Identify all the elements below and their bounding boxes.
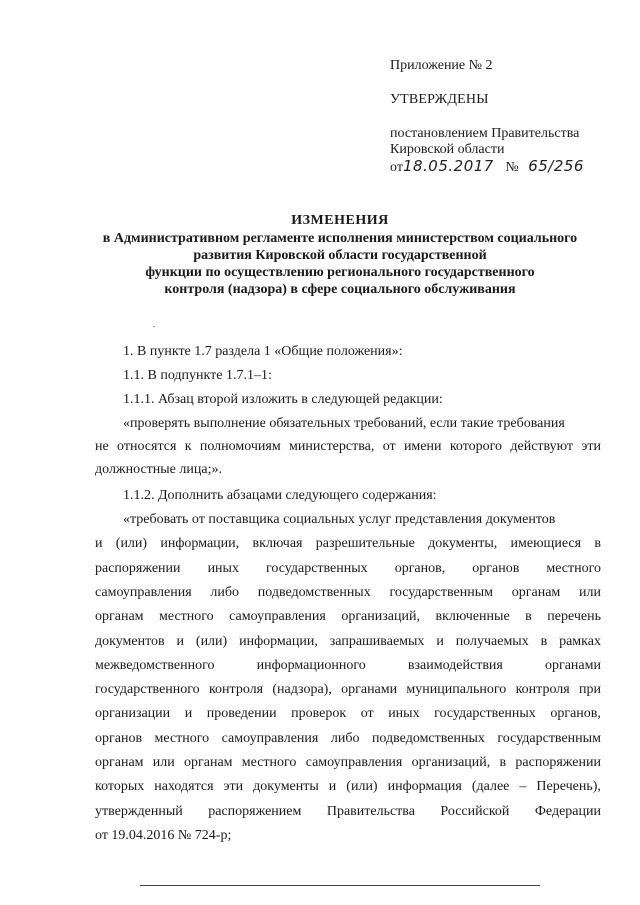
approved-label: УТВЕРЖДЕНЫ <box>390 92 489 107</box>
text-line: не относятся к полномочиям министерства, от имени которого действуют эти <box>95 439 601 454</box>
item-1: 1. В пункте 1.7 раздела 1 «Общие положения»: <box>123 344 403 359</box>
text-line: и (или) информации, включая разрешительные документы, имеющиеся в <box>95 536 601 552</box>
handwritten-number: 65/256 <box>528 157 584 175</box>
title-heading: ИЗМЕНЕНИЯ <box>291 213 389 228</box>
text-line: которых находятся эти документы и (или) информация (далее – Перечень), <box>95 779 601 795</box>
item-1-1: 1.1. В подпункте 1.7.1–1: <box>123 368 272 383</box>
text-line: органам или органам местного самоуправления организаций, в распоряжении <box>95 755 601 770</box>
resolution-line-2: Кировской области <box>390 142 505 157</box>
resolution-date-line <box>390 158 584 176</box>
item-1-1-2: 1.1.2. Дополнить абзацами следующего содержания: <box>123 488 437 503</box>
footer-rule <box>140 885 540 886</box>
title-line-3: функции по осуществлению регионального государственного <box>145 265 535 280</box>
text-line: утвержденный распоряжением Правительства Российской Федерации <box>95 803 601 819</box>
text-line: документов и (или) информации, запрашиваемых и получаемых в рамках <box>95 633 601 649</box>
text-line: самоуправления либо подведомственных государственным органам или <box>95 584 601 600</box>
item-1-1-1: 1.1.1. Абзац второй изложить в следующей редакции: <box>123 392 443 407</box>
text-line: государственного контроля (надзора), органами муниципального контроля при <box>95 682 601 698</box>
text-line: должностные лица;». <box>95 462 222 477</box>
date-prefix: от <box>390 160 403 175</box>
text-line: межведомственного информационного взаимодействия органами <box>95 657 601 673</box>
scan-speck <box>153 326 155 327</box>
title-line-1: в Административном регламенте исполнения министерством социального <box>102 231 578 246</box>
title-line-4: контроля (надзора) в сфере социального обслуживания <box>164 282 516 297</box>
text-line: от 19.04.2016 № 724-р; <box>95 827 232 843</box>
text-line: «требовать от поставщика социальных услуг представления документов <box>123 512 556 527</box>
number-prefix: № <box>505 160 519 175</box>
title-line-2: развития Кировской области государственной <box>193 248 487 263</box>
text-line: распоряжении иных государственных органов, органов местного <box>95 560 601 576</box>
handwritten-date: 18.05.2017 <box>402 157 494 175</box>
resolution-line-1: постановлением Правительства <box>390 126 580 141</box>
appendix-label: Приложение № 2 <box>390 58 493 73</box>
text-line: органам местного самоуправления организаций, включенные в перечень <box>95 609 601 625</box>
text-line: организации и проведении проверок от иных государственных органов, <box>95 706 601 722</box>
text-line: «проверять выполнение обязательных требований, если такие требования <box>123 416 565 431</box>
text-line: органов местного самоуправления либо подведомственных государственным <box>95 730 601 746</box>
document-title <box>60 212 620 298</box>
